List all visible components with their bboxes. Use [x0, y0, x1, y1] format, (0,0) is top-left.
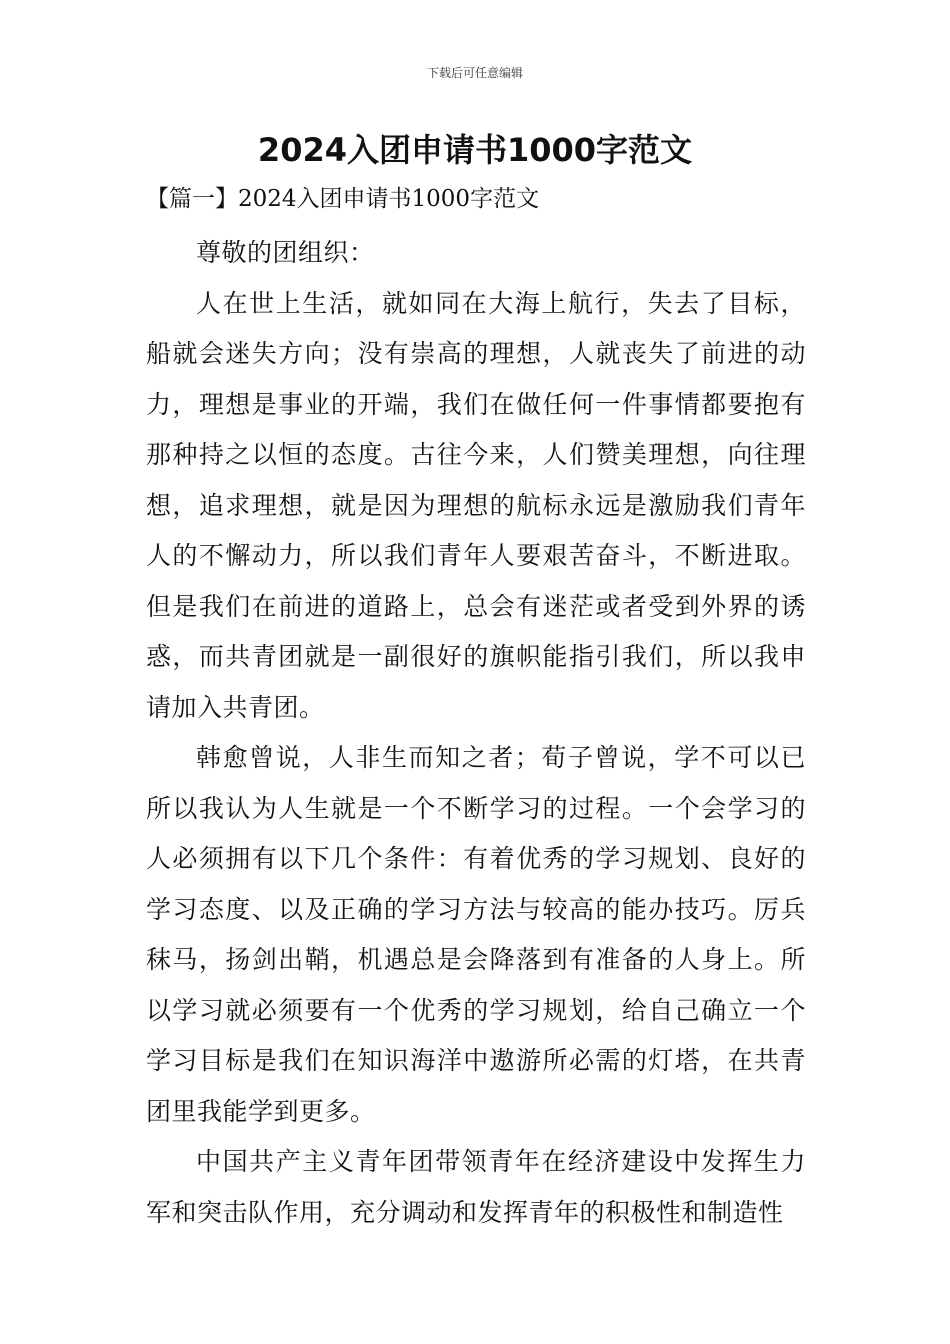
- salutation-paragraph: 尊敬的团组织：: [196, 238, 375, 267]
- body-paragraph: 人在世上生活，就如同在大海上航行，失去了目标，船就会迷失方向；没有崇高的理想，人就丧失了前进的动力，理想是事业的开端，我们在做任何一件事情都要抱有那种持之以恒的态度。古往今来，人们赞美理想，向往理想，追求理想，就是因为理想的航标永远是激励我们青年人的不懈动力，所以我们青年人要艰苦奋斗，不断进取。但是我们在前进的道路上，总会有迷茫或者受到外界的诱惑，而共青团就是一副很好的旗帜能指引我们，所以我申请加入共青团。: [146, 288, 806, 722]
- header-note: 下载后可任意编辑: [426, 66, 523, 80]
- body-paragraph: 韩愈曾说，人非生而知之者；荀子曾说，学不可以已所以我认为人生就是一个不断学习的过程。一个会学习的人必须拥有以下几个条件：有着优秀的学习规划、良好的学习态度、以及正确的学习方法与较高的能办技巧。厉兵秣马，扬剑出鞘，机遇总是会降落到有准备的人身上。所以学习就必须要有一个优秀的学习规划，给自己确立一个学习目标是我们在知识海洋中遨游所必需的灯塔，在共青团里我能学到更多。: [146, 743, 806, 1126]
- section-heading: 【篇一】2024入团申请书1000字范文: [146, 186, 540, 212]
- document-title: 2024入团申请书1000字范文: [257, 131, 693, 169]
- body-paragraph: 中国共产主义青年团带领青年在经济建设中发挥生力军和突击队作用，充分调动和发挥青年的积极性和制造性: [146, 1147, 806, 1227]
- document-body: [146, 228, 806, 1238]
